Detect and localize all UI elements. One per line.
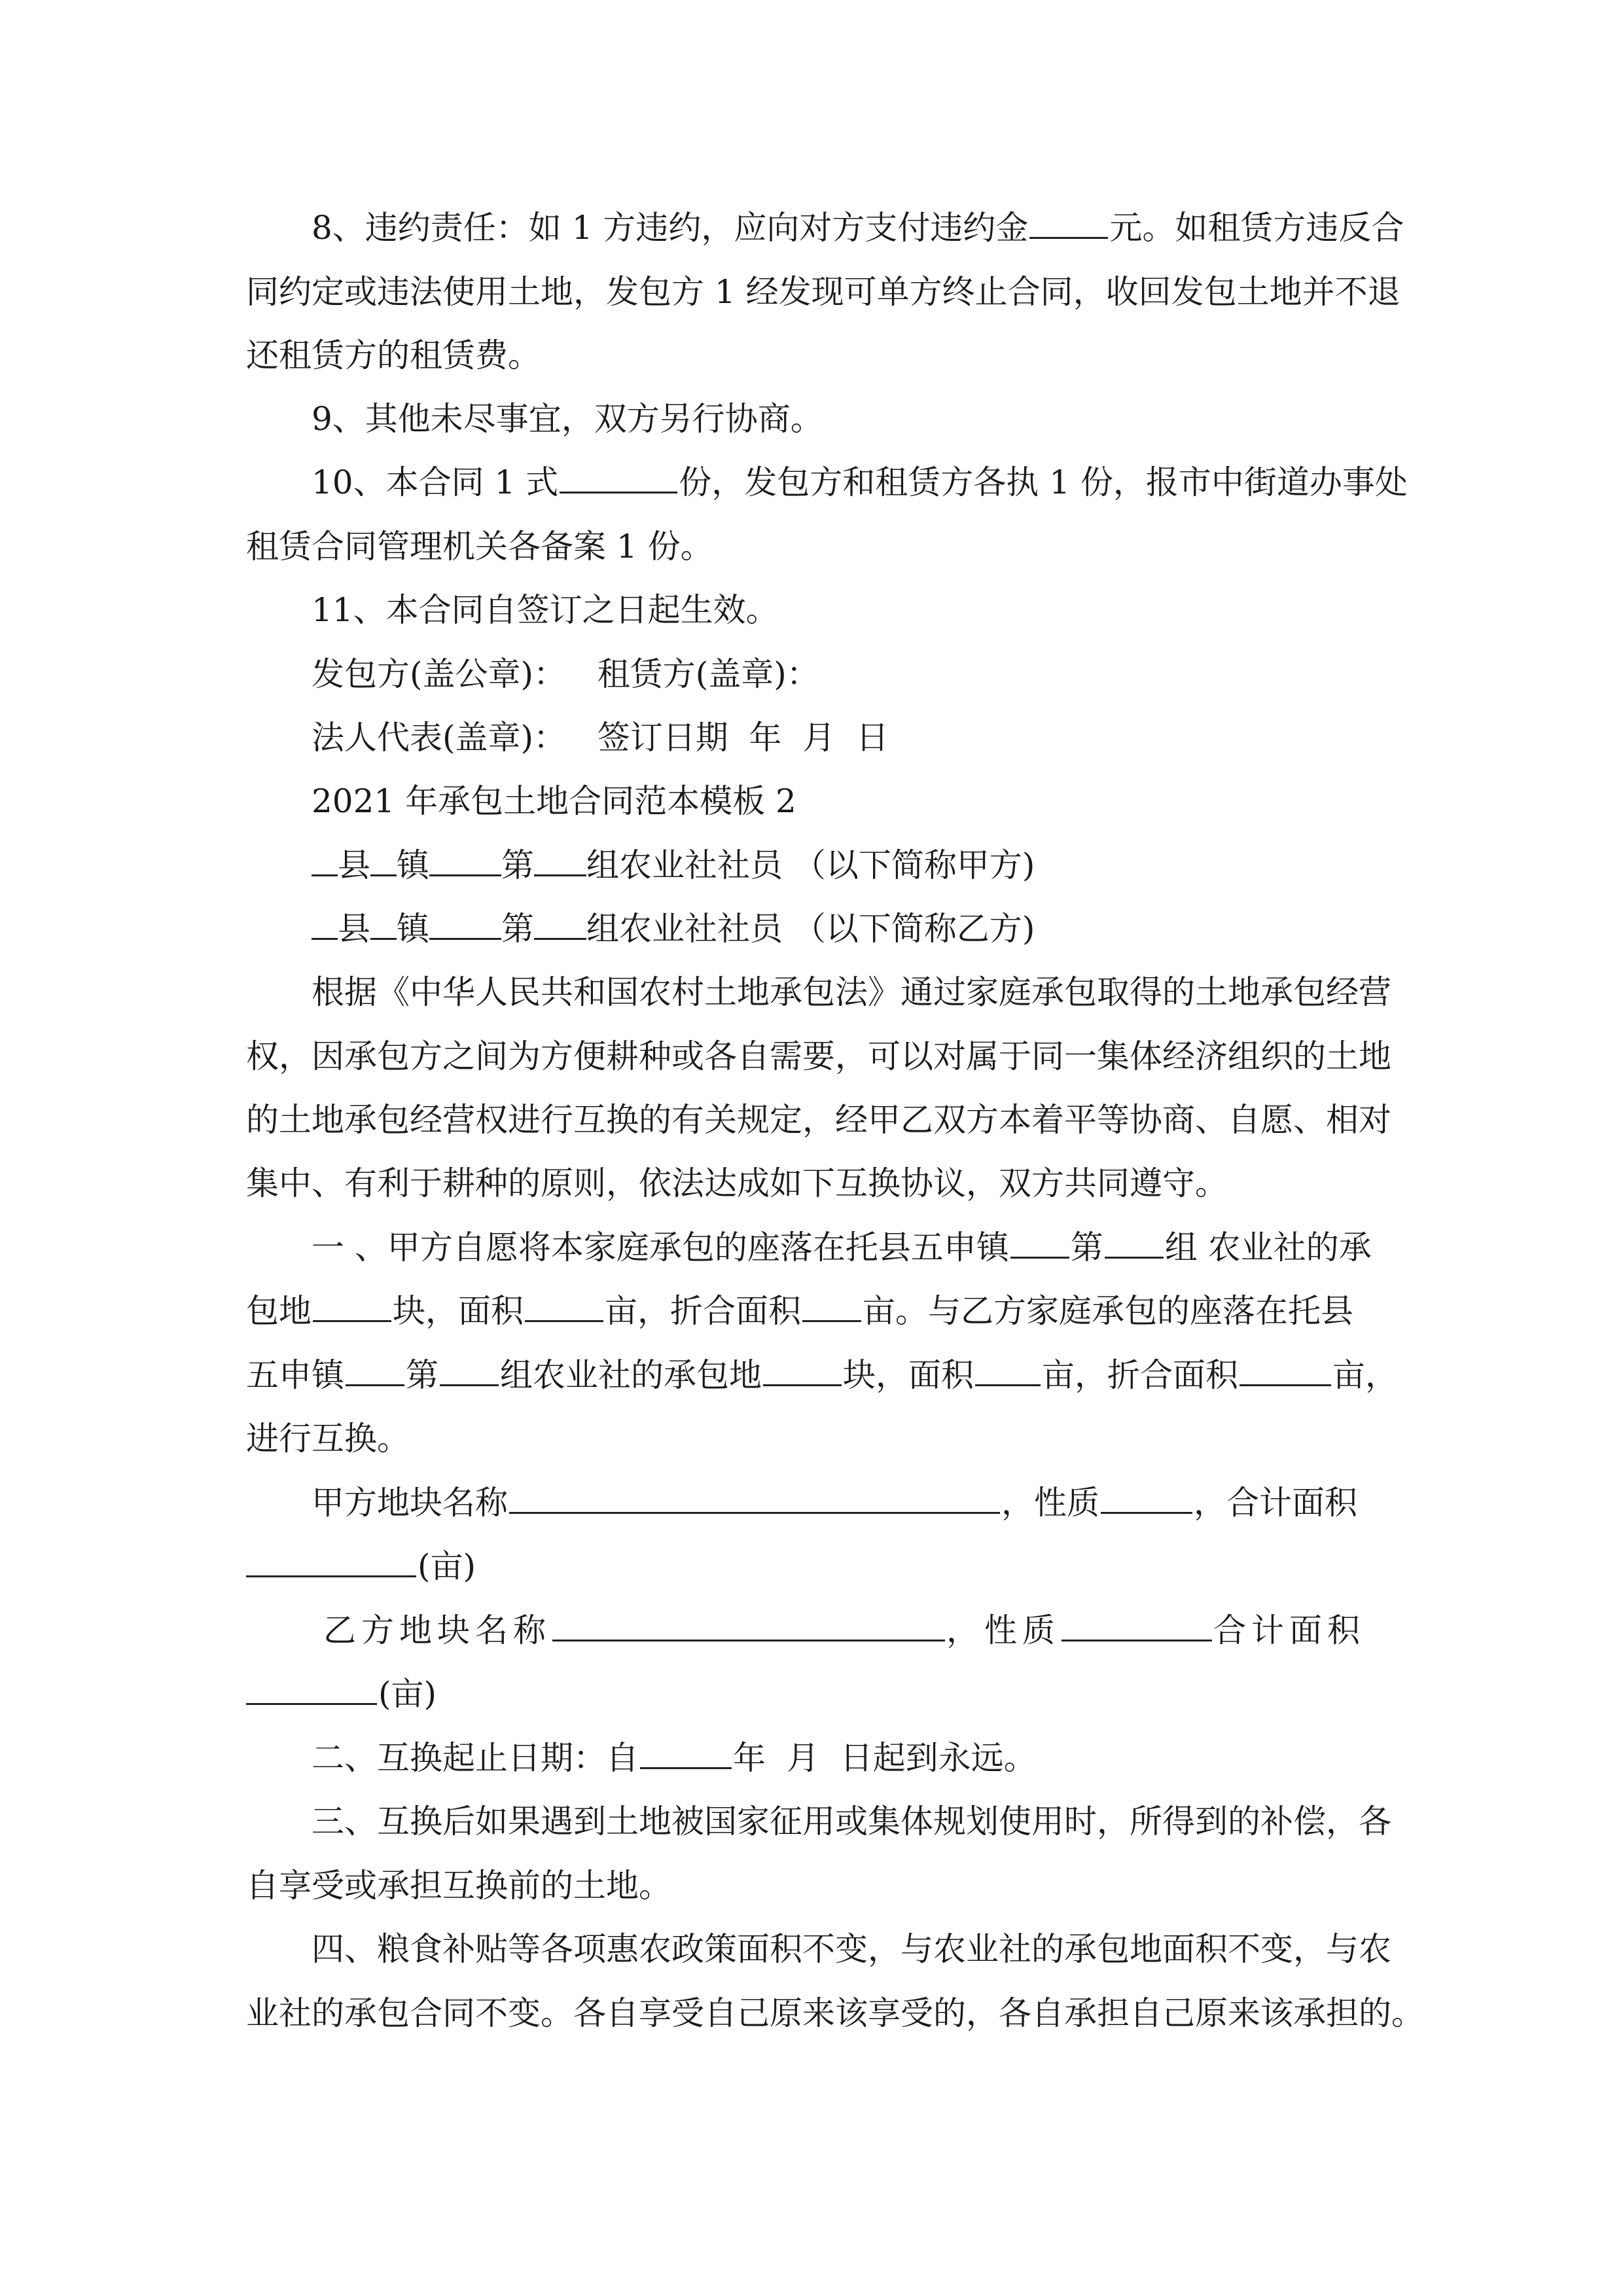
section-1-text-b: 第 [1070, 1229, 1103, 1266]
section-1-text-c: 组 农业社的承 [1164, 1229, 1372, 1266]
section-1-line-1 [312, 1228, 1372, 1267]
clause-10-line-1 [312, 463, 1408, 502]
s1-area-blank-a [525, 1291, 603, 1322]
party-a-town-blank [370, 846, 397, 876]
party-a-number-blank [534, 846, 586, 876]
penalty-amount-blank [1029, 208, 1108, 239]
s1-group-no-blank-b [346, 1355, 404, 1386]
plot-a-unit: (亩) [418, 1547, 476, 1585]
section-1-town-label: 五申镇 [246, 1356, 344, 1394]
plot-a-line-1 [312, 1483, 1357, 1522]
party-a-group-blank [429, 846, 501, 876]
s1-area-blank-b [975, 1355, 1041, 1386]
clause-8-line-2: 同约定或违法使用土地，发包方 1 经发现可单方终止合同，收回发包土地并不退 [246, 273, 1400, 311]
section-2-text-b: 年 月 日起到永远。 [733, 1739, 1037, 1777]
party-b-town-label: 镇 [397, 910, 429, 948]
clause-8-text-a: 8、违约责任：如 1 方违约，应向对方支付违约金 [312, 209, 1029, 247]
section-1-text-f: 亩， [1332, 1356, 1398, 1394]
intro-line-4: 集中、有利于耕种的原则，依法达成如下互换协议，双方共同遵守。 [246, 1164, 1228, 1202]
plot-b-nature-blank [1061, 1611, 1212, 1641]
party-a-line [312, 846, 1035, 885]
section-1-text-d: 亩。与乙方家庭承包的座落在托县 [863, 1292, 1353, 1330]
plot-b-nature-label: ，性质 [946, 1611, 1060, 1649]
party-b-group-blank [429, 909, 501, 940]
intro-line-1: 根据《中华人民共和国农村土地承包法》通过家庭承包取得的土地承包经营 [312, 973, 1391, 1011]
copies-blank [560, 463, 677, 493]
section-1-area-label: 块，面积 [393, 1292, 524, 1330]
plot-b-line-1 [323, 1611, 1365, 1650]
party-b-county-blank [312, 909, 338, 940]
section-3-line-2: 自享受或承担互换前的土地。 [246, 1867, 671, 1905]
party-b-line [312, 909, 1035, 948]
section-3-line-1: 三、互换后如果遇到土地被国家征用或集体规划使用时，所得到的补偿，各 [312, 1803, 1391, 1840]
intro-line-2: 权，因承包方之间为方便耕种或各自需要，可以对属于同一集体经济组织的土地 [246, 1037, 1391, 1075]
party-b-number-blank [534, 909, 586, 940]
start-year-blank [640, 1738, 732, 1769]
s1-plots-blank-b [763, 1355, 842, 1386]
section-1-text-a: 一 、甲方自愿将本家庭承包的座落在托县五申镇 [312, 1229, 1009, 1266]
plot-b-name-blank [552, 1611, 945, 1641]
clause-8-text-b: 元。如租赁方违反合 [1109, 209, 1404, 247]
plot-b-name-label: 乙方地块名称 [323, 1611, 551, 1649]
section-1-line-2 [246, 1291, 1353, 1331]
plot-a-name-label: 甲方地块名称 [312, 1484, 508, 1522]
section-2-line [312, 1738, 1037, 1778]
section-1-no-label: 第 [406, 1356, 438, 1394]
template-2-title: 2021 年承包土地合同范本模板 2 [312, 782, 796, 820]
section-4-line-1: 四、粮食补贴等各项惠农政策面积不变，与农业社的承包地面积不变，与农 [312, 1930, 1391, 1968]
s1-group-blank-b [440, 1355, 499, 1386]
party-b-town-blank [370, 909, 397, 940]
clause-10-text-b: 份，发包方和租赁方各执 1 份，报市中街道办事处 [679, 463, 1408, 501]
party-a-county-blank [312, 846, 338, 876]
section-2-text-a: 二、互换起止日期：自 [312, 1739, 639, 1777]
clause-9: 9、其他未尽事宜，双方另行协商。 [312, 400, 823, 438]
s1-conv-blank-a [802, 1291, 861, 1322]
clause-11: 11、本合同自签订之日起生效。 [312, 591, 779, 629]
plot-b-line-2 [246, 1674, 437, 1713]
section-4-line-2: 业社的承包合同不变。各自享受自己原来该享受的，各自承担自己原来该承担的。 [246, 1994, 1424, 2032]
plot-a-line-2 [246, 1547, 476, 1586]
party-a-no-label: 第 [501, 846, 534, 884]
signature-line-1: 发包方(盖公章)： 租赁方(盖章)： [312, 655, 819, 693]
section-1-area-label-b: 块，面积 [843, 1356, 974, 1394]
section-1-line-3 [246, 1355, 1398, 1395]
clause-8-line-1 [312, 208, 1404, 247]
plot-a-total-label: ，合计面积 [1194, 1484, 1357, 1522]
plot-a-nature-blank [1101, 1483, 1192, 1514]
s1-group-blank-a [1105, 1228, 1164, 1259]
plot-b-total-blank [246, 1674, 377, 1705]
party-a-tail: 组农业社社员 （以下简称甲方) [586, 846, 1035, 884]
section-1-conv-label-b: 亩，折合面积 [1042, 1356, 1238, 1394]
section-1-plot-label: 包地 [246, 1292, 312, 1330]
section-1-conv-label: 亩，折合面积 [605, 1292, 801, 1330]
s1-plots-blank-a [313, 1291, 391, 1322]
clause-10-text-a: 10、本合同 1 式 [312, 463, 559, 501]
plot-b-total-label: 合计面积 [1213, 1611, 1365, 1649]
party-a-town-label: 镇 [397, 846, 429, 884]
s1-group-no-blank-a [1010, 1228, 1069, 1259]
plot-b-unit: (亩) [378, 1675, 437, 1713]
s1-conv-blank-b [1240, 1355, 1331, 1386]
plot-a-total-blank [246, 1547, 416, 1577]
plot-a-nature-label: ，性质 [1001, 1484, 1099, 1522]
party-b-tail: 组农业社社员 （以下简称乙方) [586, 910, 1035, 948]
party-b-no-label: 第 [501, 910, 534, 948]
intro-line-3: 的土地承包经营权进行互换的有关规定，经甲乙双方本着平等协商、自愿、相对 [246, 1101, 1391, 1139]
section-1-line-4: 进行互换。 [246, 1420, 410, 1458]
section-1-text-e: 组农业社的承包地 [500, 1356, 762, 1394]
signature-line-2: 法人代表(盖章)： 签订日期 年 月 日 [312, 719, 889, 757]
clause-10-line-2: 租赁合同管理机关各备案 1 份。 [246, 528, 713, 565]
plot-a-name-blank [509, 1483, 1000, 1514]
party-a-county-label: 县 [338, 846, 370, 884]
clause-8-line-3: 还租赁方的租赁费。 [246, 336, 541, 374]
party-b-county-label: 县 [338, 910, 370, 948]
